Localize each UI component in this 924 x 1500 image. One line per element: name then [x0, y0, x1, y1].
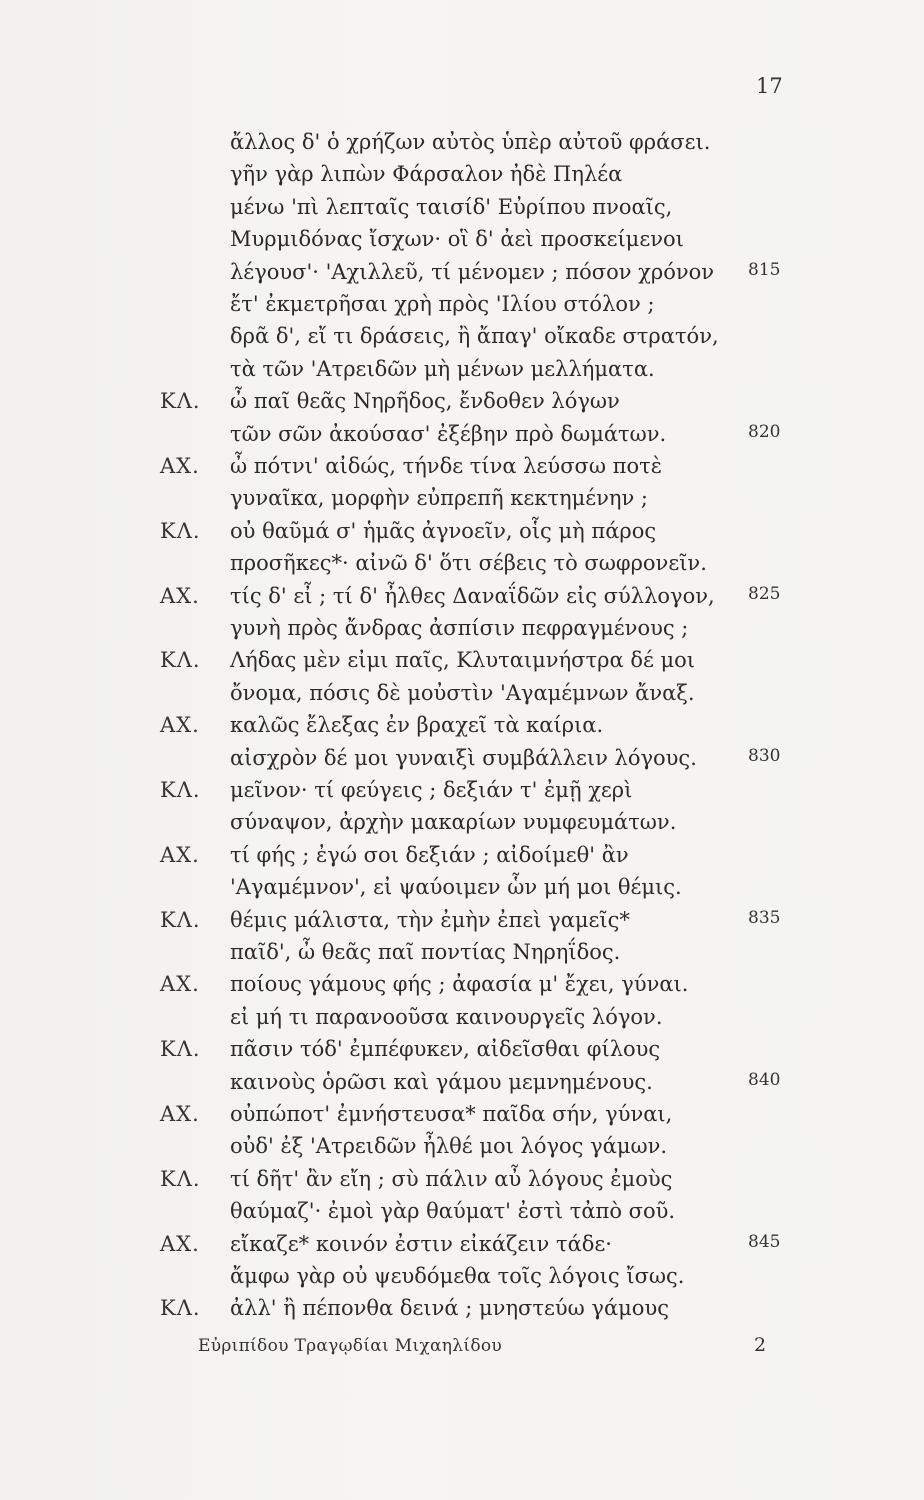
verse-text: εἰ μή τι παρανοοῦσα καινουργεῖς λόγον.	[230, 1004, 663, 1029]
verse-text: ἀλλ' ἢ πέπονθα δεινά ; μνηστεύω γάμους	[230, 1296, 669, 1321]
verse-text: παῖδ', ὦ θεᾶς παῖ ποντίας Νηρηΐδος.	[230, 940, 621, 964]
verse-text: γῆν γὰρ λιπὼν Φάρσαλον ἠδὲ Πηλέα	[230, 162, 623, 187]
verse-text: γυνὴ πρὸς ἄνδρας ἀσπίσιν πεφραγμένους ;	[230, 616, 689, 640]
speaker-label: ΑΧ.	[160, 1102, 200, 1126]
verse-text: ἄλλος δ' ὁ χρήζων αὐτὸς ὑπὲρ αὐτοῦ φράσει.	[230, 130, 711, 154]
verse-text: εἴκαζε* κοινόν ἐστιν εἰκάζειν τάδε·	[230, 1231, 612, 1256]
speaker-label: ΚΛ.	[160, 648, 201, 673]
line-number: 830	[748, 745, 781, 766]
verse-text: τὰ τῶν 'Ατρειδῶν μὴ μένων μελλήματα.	[230, 356, 655, 381]
verse-text: θέμις μάλιστα, τὴν ἐμὴν ἐπεὶ γαμεῖς*	[230, 907, 630, 932]
page-number: 17	[756, 74, 783, 98]
verse-text: 'Αγαμέμνον', εἰ ψαύοιμεν ὧν μή μοι θέμις.	[230, 875, 682, 900]
speaker-label: ΚΛ.	[160, 907, 201, 932]
speaker-label: ΚΛ.	[160, 1296, 201, 1321]
speaker-label: ΚΛ.	[160, 518, 201, 543]
verse-text: τί φής ; ἐγώ σοι δεξιάν ; αἰδοίμεθ' ἂν	[230, 842, 629, 867]
verse-text: λέγουσ'· 'Αχιλλεῦ, τί μένομεν ; πόσον χρόνον	[230, 259, 715, 284]
verse-text: μένω 'πὶ λεπταῖς ταισίδ' Εὐρίπου πνοαῖς,	[230, 194, 673, 219]
speaker-label: ΚΛ.	[160, 1037, 201, 1062]
verse-text: θαύμαζ'· ἐμοὶ γὰρ θαύματ' ἐστὶ τἀπὸ σοῦ.	[230, 1199, 676, 1224]
verse-text: οὐδ' ἐξ 'Ατρειδῶν ἦλθέ μοι λόγος γάμων.	[230, 1134, 668, 1159]
speaker-label: ΑΧ.	[160, 1231, 200, 1256]
verse-line	[0, 1296, 924, 1334]
speaker-label: ΑΧ.	[160, 972, 200, 997]
speaker-label: ΑΧ.	[160, 583, 200, 608]
verse-text: αἰσχρὸν δέ μοι γυναιξὶ συμβάλλειν λόγους.	[230, 745, 697, 770]
verse-text: ἄμφω γὰρ οὐ ψευδόμεθα τοῖς λόγοις ἴσως.	[230, 1264, 685, 1288]
verse-text: πᾶσιν τόδ' ἐμπέφυκεν, αἰδεῖσθαι φίλους	[230, 1037, 661, 1062]
signature-mark: 2	[754, 1334, 767, 1356]
verse-text: σύναψον, ἀρχὴν μακαρίων νυμφευμάτων.	[230, 810, 677, 835]
line-number: 840	[748, 1069, 781, 1090]
line-number: 815	[748, 259, 781, 280]
verse-text: τί δῆτ' ἂν εἴη ; σὺ πάλιν αὖ λόγους ἐμοὺς	[230, 1166, 673, 1191]
speaker-label: ΚΛ.	[160, 389, 201, 414]
speaker-label: ΑΧ.	[160, 842, 200, 867]
line-number: 835	[748, 907, 781, 928]
line-number: 825	[748, 583, 781, 604]
verse-text: ἔτ' ἐκμετρῆσαι χρὴ πρὸς 'Ιλίου στόλον ;	[230, 292, 655, 316]
verse-text: καινοὺς ὁρῶσι καὶ γάμου μεμνημένους.	[230, 1069, 653, 1094]
verse-text: Μυρμιδόνας ἴσχων· οἳ δ' ἀεὶ προσκείμενοι	[230, 227, 684, 252]
verse-text: ποίους γάμους φής ; ἀφασία μ' ἔχει, γύναι.	[230, 972, 689, 997]
verse-text: ὄνομα, πόσις δὲ μοὐστὶν 'Αγαμέμνων ἄναξ.	[230, 680, 695, 705]
verse-text: ὦ πότνι' αἰδώς, τήνδε τίνα λεύσσω ποτὲ	[230, 454, 662, 478]
verse-text: γυναῖκα, μορφὴν εὐπρεπῆ κεκτημένην ;	[230, 486, 648, 511]
speaker-label: ΚΛ.	[160, 1166, 201, 1191]
verse-text: δρᾶ δ', εἴ τι δράσεις, ἢ ἄπαγ' οἴκαδε στρατόν,	[230, 324, 719, 349]
verse-text: Λήδας μὲν εἰμι παῖς, Κλυταιμνήστρα δέ μοι	[230, 648, 696, 673]
speaker-label: ΚΛ.	[160, 778, 201, 802]
verse-text: τίς δ' εἶ ; τί δ' ἦλθες Δαναΐδῶν εἰς σύλλογον,	[230, 583, 715, 608]
verse-text: οὐπώποτ' ἐμνήστευσα* παῖδα σήν, γύναι,	[230, 1102, 673, 1126]
verse-text: καλῶς ἔλεξας ἐν βραχεῖ τὰ καίρια.	[230, 713, 604, 738]
verse-text: μεῖνον· τί φεύγεις ; δεξιάν τ' ἐμῇ χερὶ	[230, 778, 633, 802]
speaker-label: ΑΧ.	[160, 713, 200, 738]
verse-text: οὐ θαῦμά σ' ἡμᾶς ἀγνοεῖν, οἷς μὴ πάρος	[230, 518, 657, 543]
verse-text: ὦ παῖ θεᾶς Νηρῆδος, ἔνδοθεν λόγων	[230, 389, 620, 414]
line-number: 845	[748, 1231, 781, 1252]
verse-text: τῶν σῶν ἀκούσασ' ἐξέβην πρὸ δωμάτων.	[230, 421, 667, 446]
verse-text: προσῆκες*· αἰνῶ δ' ὅτι σέβεις τὸ σωφρονεῖν.	[230, 551, 707, 576]
speaker-label: ΑΧ.	[160, 454, 200, 478]
line-number: 820	[748, 421, 781, 442]
footer-title: Εὐριπίδου Τραγῳδίαι Μιχαηλίδου	[198, 1336, 503, 1356]
